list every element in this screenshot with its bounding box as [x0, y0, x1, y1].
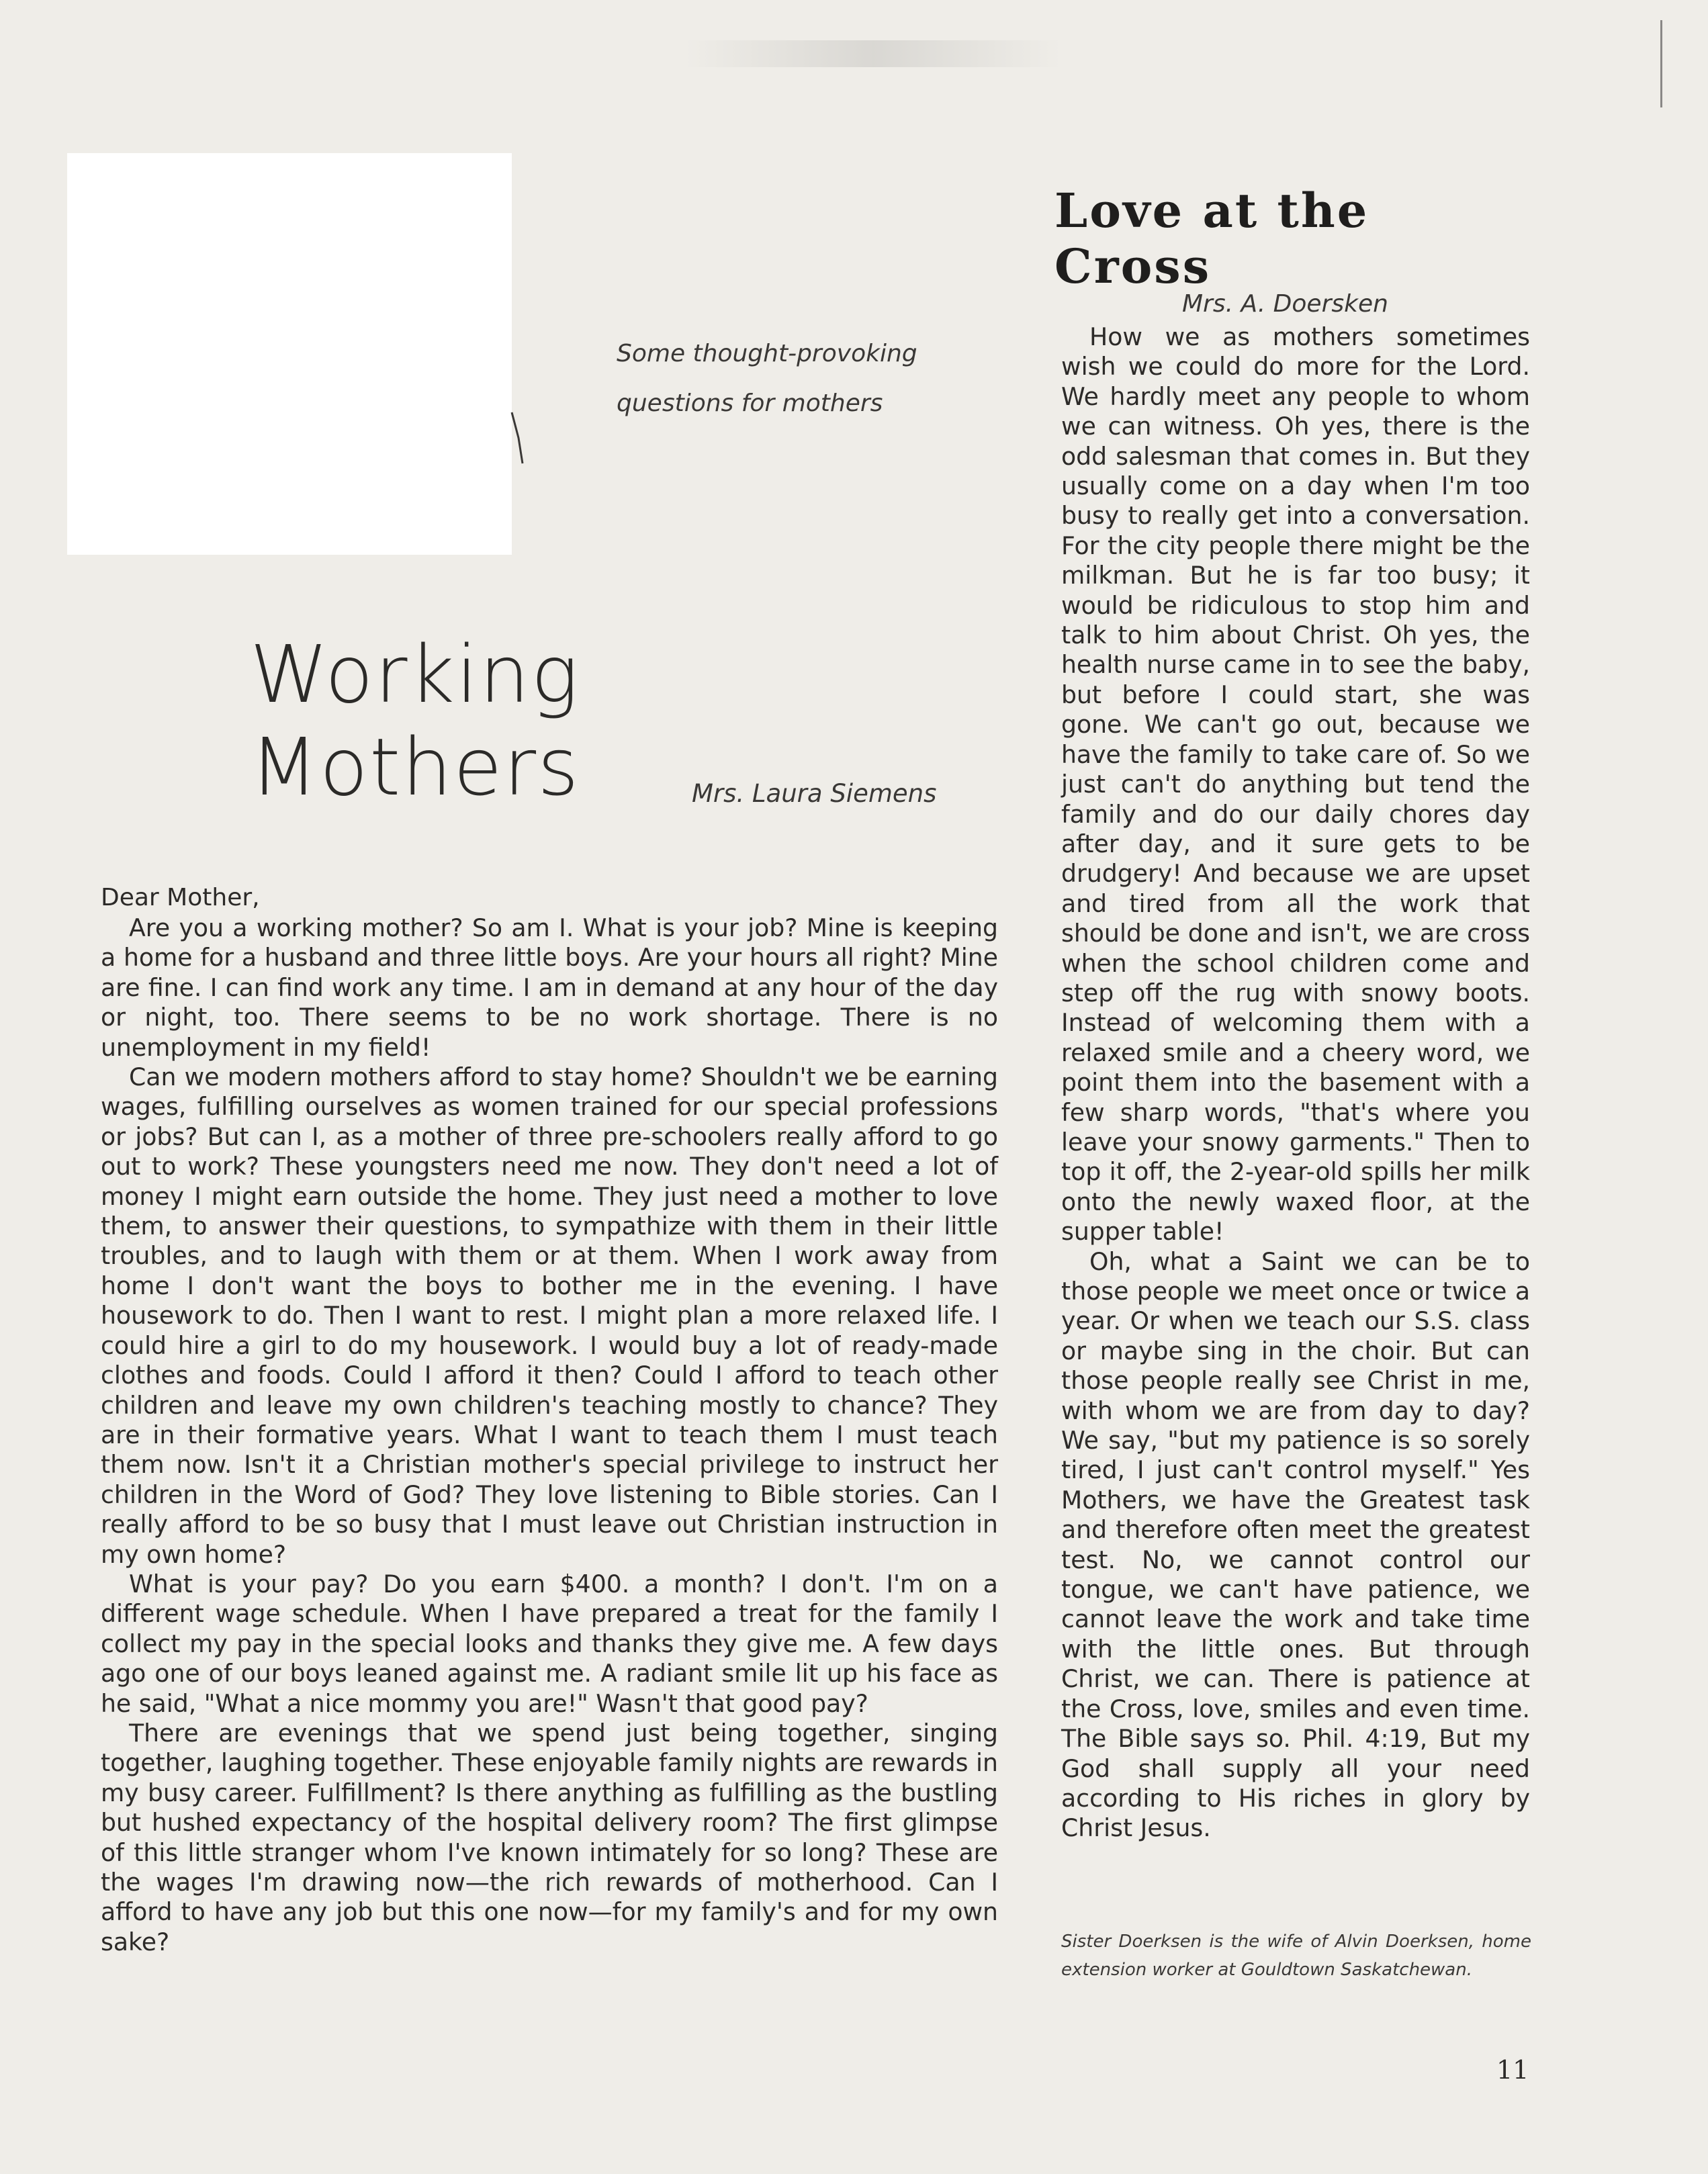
paragraph: Can we modern mothers afford to stay home? Shouldn't we be earning wages, fulfilling ourselves as women trained for our special professions or jobs? But can I, as a mother of three pre-schoolers really afford to go out to work? These youngsters need me now. They don't need a lot of money I might earn outside the home. They just need a mother to love them, to answer their questions, to sympathize with them in their little troubles, and to laugh with them or at them. When I work away from home I don't want the boys to bother me in the evening. I have housework to do. Then I want to rest. I might plan a more relaxed life. I could hire a girl to do my housework. I would buy a lot of ready-made clothes and foods. Could I afford it then? Could I afford to teach other children and leave my own children's teaching mostly to chance? They are in their formative years. What I want to teach them I must teach them now. Isn't it a Christian mother's special privilege to instruct her children in the Word of God? They love listening to Bible stories. Can I really afford to be so busy that I must leave out Christian instruction in my own home?: [101, 1062, 998, 1569]
sidebar-article-byline: Mrs. A. Doersken: [1182, 290, 1388, 318]
paragraph: How we as mothers sometimes wish we could do more for the Lord. We hardly meet any people to whom we can witness. Oh yes, there is the odd salesman that comes in. But they usually come on a day when I'm too busy to really get into a conversation. For the city people there might be the milkman. But he is far too busy; it would be ridiculous to stop him and talk to him about Christ. Oh yes, the health nurse came in to see the baby, but before I could start, she was gone. We can't go out, because we have the family to take care of. So we just can't do anything but tend the family and do our daily chores day after day, and it sure gets to be drudgery! And because we are upset and tired from all the work that should be done and isn't, we are cross when the school children come and step off the rug with snowy boots. Instead of welcoming them with a relaxed smile and a cheery word, we point them into the basement with a few sharp words, "that's where you leave your snowy garments." Then to top it off, the 2-year-old spills her milk onto the newly waxed floor, at the supper table!: [1061, 322, 1530, 1247]
author-footnote: Sister Doerksen is the wife of Alvin Doerksen, home extension worker at Gouldtown Saskatchewan.: [1061, 1932, 1531, 1980]
paragraph: Are you a working mother? So am I. What is your job? Mine is keeping a home for a husband and three little boys. Are your hours all right? Mine are fine. I can find work any time. I am in demand at any hour of the day or night, too. There seems to be no work shortage. There is no unemployment in my field!: [101, 913, 998, 1062]
scan-smudge: [685, 40, 1061, 67]
article-byline: Mrs. Laura Siemens: [692, 779, 937, 808]
redacted-photo: [67, 153, 512, 555]
sidebar-article-title: Love at the Cross: [1054, 183, 1369, 294]
sketch-fragment: [509, 411, 525, 465]
letter-greeting: Dear Mother,: [101, 884, 260, 911]
paragraph: Oh, what a Saint we can be to those people we meet once or twice a year. Or when we teach our S.S. class or maybe sing in the choir. But can those people really see Christ in me, with whom we are from day to day? We say, "but my patience is so sorely tired, I just can't control myself." Yes Mothers, we have the Greatest task and therefore often meet the greatest test. No, we cannot control our tongue, we can't have patience, we cannot leave the work and take time with the little ones. But through Christ, we can. There is patience at the Cross, love, smiles and even time. The Bible says so. Phil. 4:19, But my God shall supply all your need according to His riches in glory by Christ Jesus.: [1061, 1247, 1530, 1843]
article-body-left-column: [101, 913, 998, 1957]
intro-line-2: questions for mothers: [617, 390, 883, 417]
page-number: 11: [1496, 2055, 1529, 2085]
article-body-right-column: [1061, 322, 1530, 1844]
intro-tagline: [617, 329, 993, 428]
page-edge-line: [1660, 20, 1662, 107]
paragraph: There are evenings that we spend just being together, singing together, laughing together. These enjoyable family nights are rewards in my busy career. Fulfillment? Is there anything as fulfilling as the bustling but hushed expectancy of the hospital delivery room? The first glimpse of this little stranger whom I've known intimately for so long? These are the wages I'm drawing now—the rich rewards of motherhood. Can I afford to have any job but this one now—for my family's and for my own sake?: [101, 1718, 998, 1956]
intro-line-1: Some thought-provoking: [617, 340, 917, 367]
article-title: Working Mothers: [250, 628, 580, 813]
paragraph: What is your pay? Do you earn $400. a month? I don't. I'm on a different wage schedule. When I have prepared a treat for the family I collect my pay in the special looks and thanks they give me. A few days ago one of our boys leaned against me. A radiant smile lit up his face as he said, "What a nice mommy you are!" Wasn't that good pay?: [101, 1569, 998, 1718]
